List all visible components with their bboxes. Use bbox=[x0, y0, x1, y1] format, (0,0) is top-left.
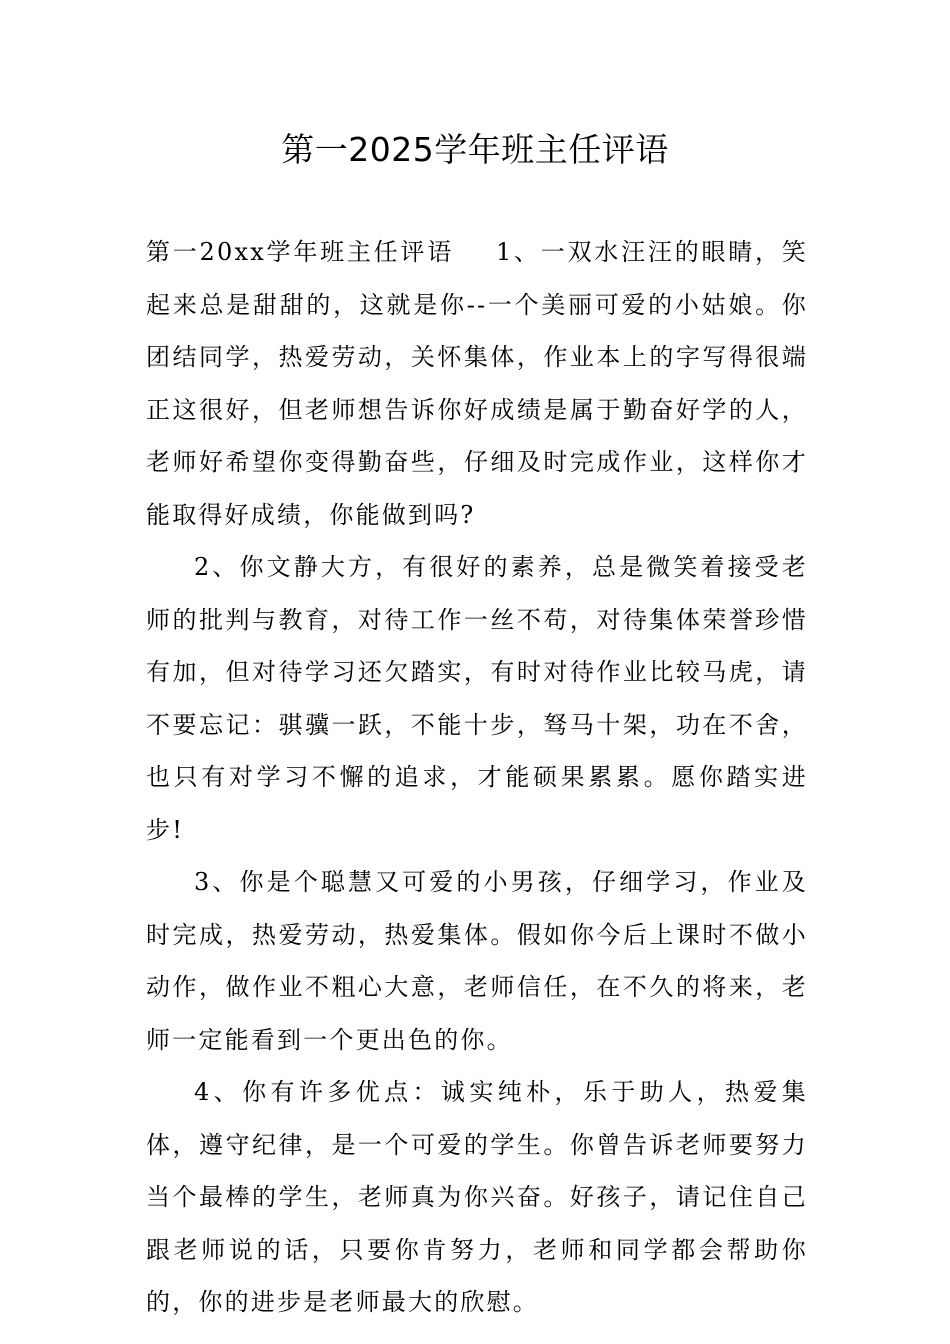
paragraph-2: 2、你文静大方，有很好的素养，总是微笑着接受老师的批判与教育，对待工作一丝不苟，对待集体荣誉珍惜有加，但对待学习还欠踏实，有时对待作业比较马虎，请不要忘记：骐骥一跃，不能十步，驽马十架，功在不舍，也只有对学习不懈的追求，才能硕果累累。愿你踏实进步! bbox=[146, 553, 808, 844]
document-body bbox=[146, 226, 808, 1329]
paragraph-1 bbox=[146, 226, 808, 541]
page-title: 第一2025学年班主任评语 bbox=[281, 130, 669, 169]
intro-label: 第一20xx学年班主任评语 bbox=[146, 238, 454, 266]
paragraph-3: 3、你是个聪慧又可爱的小男孩，仔细学习，作业及时完成，热爱劳动，热爱集体。假如你今后上课时不做小动作，做作业不粗心大意，老师信任，在不久的将来，老师一定能看到一个更出色的你。 bbox=[146, 868, 808, 1054]
paragraph-1-text: 1、一双水汪汪的眼睛，笑起来总是甜甜的，这就是你--一个美丽可爱的小姑娘。你团结同学，热爱劳动，关怀集体，作业本上的字写得很端正这很好，但老师想告诉你好成绩是属于勤奋好学的人，老师好希望你变得勤奋些，仔细及时完成作业，这样你才能取得好成绩，你能做到吗? bbox=[146, 238, 808, 529]
paragraph-4: 4、你有许多优点：诚实纯朴，乐于助人，热爱集体，遵守纪律，是一个可爱的学生。你曾告诉老师要努力当个最棒的学生，老师真为你兴奋。好孩子，请记住自己跟老师说的话，只要你肯努力，老师和同学都会帮助你的，你的进步是老师最大的欣慰。 bbox=[146, 1078, 808, 1316]
